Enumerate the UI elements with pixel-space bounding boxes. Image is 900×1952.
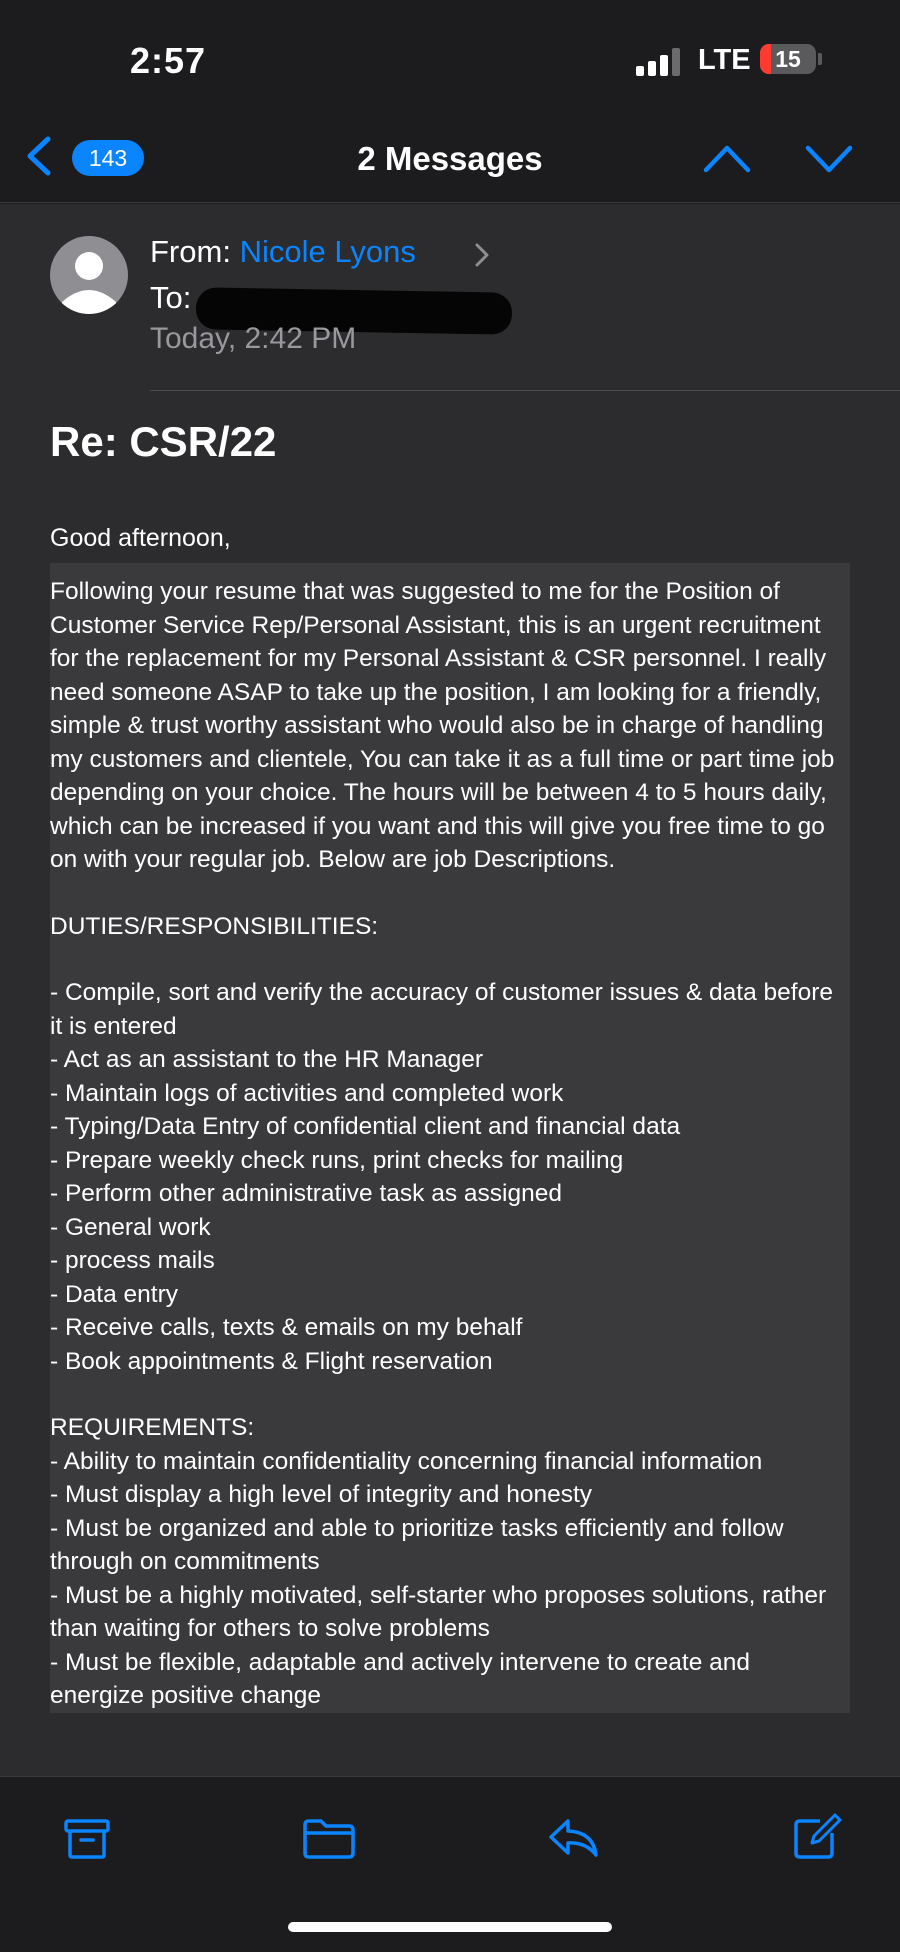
home-indicator[interactable] bbox=[288, 1922, 612, 1932]
header-divider bbox=[150, 390, 900, 391]
greeting: Good afternoon, bbox=[50, 524, 231, 552]
list-item: - Must be a highly motivated, self-starter who proposes solutions, rather than waiting for others to solve problems bbox=[50, 1581, 827, 1642]
compose-icon[interactable] bbox=[790, 1813, 844, 1861]
list-item: - Prepare weekly check runs, print checks for mailing bbox=[50, 1146, 624, 1174]
unread-count-badge[interactable]: 143 bbox=[72, 140, 144, 176]
duties-list bbox=[50, 976, 850, 1378]
list-item: - Perform other administrative task as assigned bbox=[50, 1180, 562, 1207]
list-item: - process mails bbox=[50, 1247, 215, 1274]
list-item: - Receive calls, texts & emails on my behalf bbox=[50, 1314, 523, 1341]
selected-text-block[interactable] bbox=[50, 563, 850, 1713]
to-line bbox=[150, 280, 191, 316]
list-item: - Act as an assistant to the HR Manager bbox=[50, 1046, 484, 1073]
list-item: - Must be flexible, adaptable and actively intervene to create and energize positive change bbox=[50, 1648, 751, 1709]
email-subject: Re: CSR/22 bbox=[50, 418, 277, 465]
list-item: - Must display a high level of integrity and honesty bbox=[50, 1481, 593, 1508]
battery-cap bbox=[818, 53, 822, 65]
from-label: From: bbox=[150, 234, 231, 269]
folder-icon[interactable] bbox=[302, 1813, 356, 1861]
page-title: 2 Messages bbox=[357, 140, 543, 177]
chevron-down-icon[interactable] bbox=[804, 140, 854, 176]
chevron-right-icon[interactable] bbox=[474, 242, 490, 268]
sender-avatar[interactable] bbox=[50, 236, 128, 314]
requirements-list bbox=[50, 1445, 850, 1713]
reply-icon[interactable] bbox=[546, 1813, 600, 1861]
intro-paragraph: Following your resume that was suggested to me for the Position of Customer Service Rep/Personal Assistant, this is an urgent recruitment for the replacement for my Personal Assistant & CSR personnel. I really need someone ASAP to take up the position, I am looking for a friendly, simple & trust worthy assistant who would also be in charge of handling my customers and clientele, You can take it as a full time or part time job depending on your choice. The hours will be between 4 to 5 hours daily, which can be increased if you want and this will give you free time to go on with your regular job. Below are job Descriptions. bbox=[50, 578, 835, 873]
message-nav-bar bbox=[0, 120, 900, 203]
archive-icon[interactable] bbox=[60, 1813, 114, 1861]
sender-name[interactable]: Nicole Lyons bbox=[239, 234, 416, 269]
to-label: To: bbox=[150, 280, 192, 315]
chevron-up-icon[interactable] bbox=[702, 140, 752, 176]
battery-icon bbox=[760, 44, 816, 74]
list-item: - Maintain logs of activities and completed work bbox=[50, 1079, 564, 1107]
list-item: - Book appointments & Flight reservation bbox=[50, 1347, 493, 1375]
network-type: LTE bbox=[698, 44, 751, 76]
list-item: - Compile, sort and verify the accuracy of customer issues & data before it is entered bbox=[50, 979, 833, 1040]
cellular-signal-icon bbox=[636, 48, 680, 76]
list-item: - Ability to maintain confidentiality concerning financial information bbox=[50, 1447, 763, 1475]
list-item: - Must be organized and able to prioritize tasks efficiently and follow through on commitments bbox=[50, 1514, 784, 1575]
list-item: - Typing/Data Entry of confidential client and financial data bbox=[50, 1113, 681, 1140]
from-line bbox=[150, 234, 416, 270]
email-date: Today, 2:42 PM bbox=[150, 322, 357, 355]
status-time: 2:57 bbox=[130, 40, 207, 81]
email-body[interactable] bbox=[50, 521, 860, 1746]
list-item: - Data entry bbox=[50, 1280, 178, 1308]
email-message bbox=[0, 204, 900, 1776]
battery-level: 15 bbox=[775, 46, 801, 72]
person-icon bbox=[50, 236, 128, 314]
requirements-heading: REQUIREMENTS: bbox=[50, 1414, 255, 1441]
list-item: - General work bbox=[50, 1213, 211, 1241]
duties-heading: DUTIES/RESPONSIBILITIES: bbox=[50, 912, 379, 940]
status-bar bbox=[0, 0, 900, 120]
